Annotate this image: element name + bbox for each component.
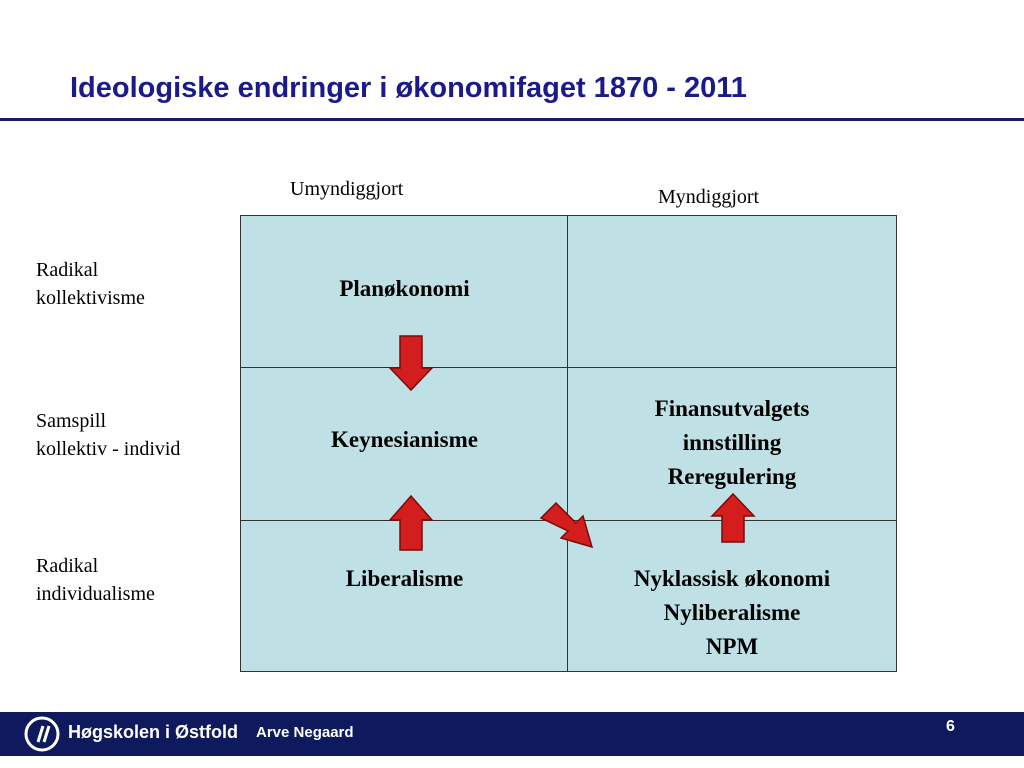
cell-line: NPM: [705, 634, 759, 659]
row-label-line: individualisme: [36, 583, 155, 605]
row-label-line: Radikal: [36, 259, 99, 281]
arrow-down-planokonomi-to-keynesianisme: [390, 336, 432, 390]
slide-title: Ideologiske endringer i økonomifaget 1870 - 2011: [70, 72, 747, 104]
row-label-line: kollektivisme: [36, 287, 145, 309]
column-label-umyndiggjort: Umyndiggjort: [290, 178, 404, 200]
cell-line: innstilling: [682, 430, 782, 455]
cell-text-keynesianisme: Keynesianisme: [331, 427, 478, 452]
footer-author: Arve Negaard: [256, 724, 354, 741]
cell-line: Reregulering: [667, 464, 797, 489]
cell-text-planokonomi: Planøkonomi: [339, 276, 470, 301]
footer-school-name: Høgskolen i Østfold: [68, 722, 239, 742]
slide-page-number: 6: [946, 718, 955, 735]
row-label-line: Radikal: [36, 555, 99, 577]
arrow-up-nyklassisk-to-finansutvalgets: [712, 494, 754, 542]
footer-bar: [0, 712, 1024, 756]
arrow-diagonal-liberalisme-to-nyklassisk: [541, 503, 592, 547]
row-label-line: kollektiv - individ: [36, 438, 181, 460]
row-label-line: Samspill: [36, 410, 107, 432]
cell-text-liberalisme: Liberalisme: [345, 566, 464, 591]
arrow-up-liberalisme-to-keynesianisme: [390, 496, 432, 550]
cell-line: Nyklassisk økonomi: [633, 566, 831, 591]
hiof-logo-icon: [24, 716, 60, 752]
cell-line: Nyliberalisme: [663, 600, 801, 625]
column-label-myndiggjort: Myndiggjort: [658, 186, 760, 208]
cell-line: Finansutvalgets: [654, 396, 810, 421]
